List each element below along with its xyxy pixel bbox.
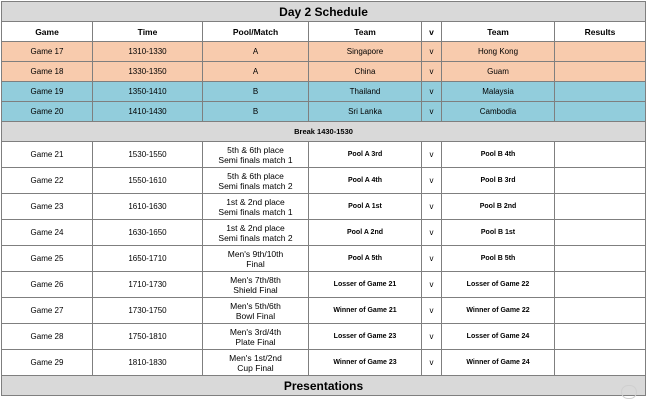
time-cell: 1710-1730 (93, 272, 203, 298)
team-away-cell: Cambodia (442, 102, 555, 122)
break-row (2, 122, 646, 142)
team-home-cell: Winner of Game 23 (309, 350, 422, 376)
team-home-cell: Thailand (309, 82, 422, 102)
match-title: Men's 1st/2nd (229, 352, 282, 363)
team-home-cell: China (309, 62, 422, 82)
result-cell (555, 102, 646, 122)
game-cell: Game 25 (2, 246, 93, 272)
match-description-cell (203, 168, 309, 194)
versus-cell: v (422, 220, 442, 246)
match-description-cell (203, 272, 309, 298)
match-title: 1st & 2nd place (226, 196, 285, 207)
footer-row (2, 376, 646, 396)
time-cell: 1550-1610 (93, 168, 203, 194)
match-title: Men's 5th/6th (230, 300, 281, 311)
team-away-cell: Guam (442, 62, 555, 82)
knockout-game-row (2, 168, 646, 194)
time-cell: 1730-1750 (93, 298, 203, 324)
match-description-cell (203, 220, 309, 246)
versus-cell: v (422, 194, 442, 220)
match-subtitle: Bowl Final (235, 310, 276, 321)
result-cell (555, 246, 646, 272)
result-cell (555, 298, 646, 324)
result-cell (555, 62, 646, 82)
pool-cell: B (203, 102, 309, 122)
match-title: 5th & 6th place (227, 144, 284, 155)
pool-game-row (2, 42, 646, 62)
team-away-cell: Pool B 5th (442, 246, 555, 272)
match-description-cell (203, 350, 309, 376)
match-subtitle: Cup Final (237, 362, 274, 373)
team-away-cell: Hong Kong (442, 42, 555, 62)
header-team-away: Team (442, 22, 555, 42)
result-cell (555, 350, 646, 376)
knockout-game-row (2, 298, 646, 324)
team-home-cell: Pool A 4th (309, 168, 422, 194)
versus-cell: v (422, 298, 442, 324)
knockout-game-row (2, 220, 646, 246)
pool-game-row (2, 82, 646, 102)
match-title: Men's 3rd/4th (229, 326, 282, 337)
match-description-cell (203, 142, 309, 168)
game-cell: Game 19 (2, 82, 93, 102)
team-home-cell: Singapore (309, 42, 422, 62)
versus-cell: v (422, 246, 442, 272)
time-cell: 1610-1630 (93, 194, 203, 220)
match-subtitle: Semi finals match 1 (218, 154, 293, 165)
game-cell: Game 21 (2, 142, 93, 168)
time-cell: 1330-1350 (93, 62, 203, 82)
result-cell (555, 220, 646, 246)
header-game: Game (2, 22, 93, 42)
versus-cell: v (422, 82, 442, 102)
schedule-table (1, 1, 646, 396)
versus-cell: v (422, 102, 442, 122)
game-cell: Game 23 (2, 194, 93, 220)
team-home-cell: Losser of Game 23 (309, 324, 422, 350)
result-cell (555, 42, 646, 62)
team-away-cell: Pool B 4th (442, 142, 555, 168)
match-subtitle: Shield Final (233, 284, 278, 295)
time-cell: 1750-1810 (93, 324, 203, 350)
versus-cell: v (422, 62, 442, 82)
team-home-cell: Winner of Game 21 (309, 298, 422, 324)
versus-cell: v (422, 350, 442, 376)
team-away-cell: Malaysia (442, 82, 555, 102)
game-cell: Game 18 (2, 62, 93, 82)
team-away-cell: Pool B 2nd (442, 194, 555, 220)
header-team-home: Team (309, 22, 422, 42)
team-home-cell: Pool A 1st (309, 194, 422, 220)
game-cell: Game 17 (2, 42, 93, 62)
match-title: 1st & 2nd place (226, 222, 285, 233)
match-subtitle: Final (246, 258, 265, 269)
match-subtitle: Semi finals match 1 (218, 206, 293, 217)
team-away-cell: Losser of Game 24 (442, 324, 555, 350)
time-cell: 1810-1830 (93, 350, 203, 376)
match-subtitle: Plate Final (235, 336, 276, 347)
watermark-icon (621, 385, 637, 399)
team-home-cell: Pool A 3rd (309, 142, 422, 168)
break-label: Break 1430-1530 (2, 122, 646, 142)
result-cell (555, 168, 646, 194)
team-away-cell: Pool B 1st (442, 220, 555, 246)
knockout-game-row (2, 194, 646, 220)
knockout-game-row (2, 272, 646, 298)
game-cell: Game 29 (2, 350, 93, 376)
game-cell: Game 27 (2, 298, 93, 324)
match-title: 5th & 6th place (227, 170, 284, 181)
match-subtitle: Semi finals match 2 (218, 232, 293, 243)
time-cell: 1630-1650 (93, 220, 203, 246)
match-subtitle: Semi finals match 2 (218, 180, 293, 191)
versus-cell: v (422, 272, 442, 298)
versus-cell: v (422, 142, 442, 168)
header-versus: v (422, 22, 442, 42)
match-description-cell (203, 246, 309, 272)
game-cell: Game 28 (2, 324, 93, 350)
time-cell: 1350-1410 (93, 82, 203, 102)
match-description-cell (203, 324, 309, 350)
team-away-cell: Pool B 3rd (442, 168, 555, 194)
team-away-cell: Winner of Game 22 (442, 298, 555, 324)
time-cell: 1310-1330 (93, 42, 203, 62)
pool-game-row (2, 102, 646, 122)
team-away-cell: Winner of Game 24 (442, 350, 555, 376)
versus-cell: v (422, 42, 442, 62)
team-away-cell: Losser of Game 22 (442, 272, 555, 298)
header-row (2, 22, 646, 42)
result-cell (555, 82, 646, 102)
team-home-cell: Losser of Game 21 (309, 272, 422, 298)
pool-cell: A (203, 42, 309, 62)
pool-cell: A (203, 62, 309, 82)
team-home-cell: Pool A 5th (309, 246, 422, 272)
presentations-label: Presentations (2, 376, 646, 396)
result-cell (555, 272, 646, 298)
pool-game-row (2, 62, 646, 82)
versus-cell: v (422, 324, 442, 350)
match-title: Men's 9th/10th (227, 248, 284, 259)
match-description-cell (203, 298, 309, 324)
team-home-cell: Sri Lanka (309, 102, 422, 122)
knockout-game-row (2, 350, 646, 376)
result-cell (555, 142, 646, 168)
game-cell: Game 20 (2, 102, 93, 122)
match-description-cell (203, 194, 309, 220)
schedule-title: Day 2 Schedule (2, 2, 646, 22)
game-cell: Game 26 (2, 272, 93, 298)
title-row (2, 2, 646, 22)
time-cell: 1650-1710 (93, 246, 203, 272)
game-cell: Game 24 (2, 220, 93, 246)
header-pool-match: Pool/Match (203, 22, 309, 42)
knockout-game-row (2, 324, 646, 350)
team-home-cell: Pool A 2nd (309, 220, 422, 246)
knockout-game-row (2, 246, 646, 272)
header-results: Results (555, 22, 646, 42)
time-cell: 1410-1430 (93, 102, 203, 122)
game-cell: Game 22 (2, 168, 93, 194)
match-title: Men's 7th/8th (230, 274, 281, 285)
result-cell (555, 194, 646, 220)
pool-cell: B (203, 82, 309, 102)
result-cell (555, 324, 646, 350)
versus-cell: v (422, 168, 442, 194)
knockout-game-row (2, 142, 646, 168)
time-cell: 1530-1550 (93, 142, 203, 168)
header-time: Time (93, 22, 203, 42)
